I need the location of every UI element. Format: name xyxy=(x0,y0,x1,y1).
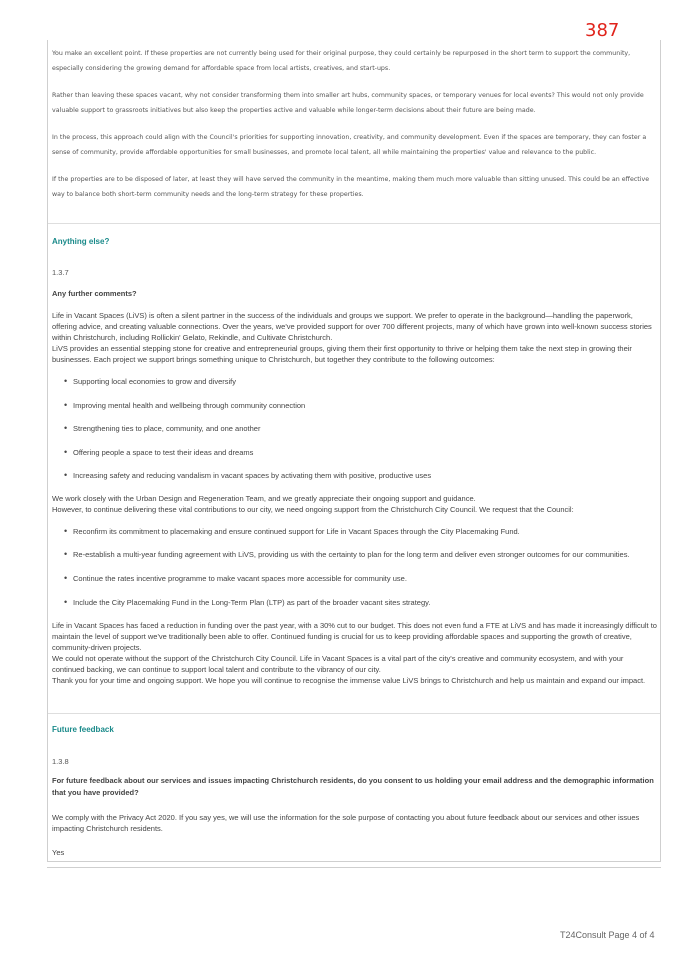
question-number: 1.3.7 xyxy=(52,268,69,277)
section-divider xyxy=(48,223,660,224)
intro-paragraph: In the process, this approach could align with the Council's priorities for supporting innovation, creativity, and community development. Even if the spaces are temporary, they can foster a sense of community, provide affordable opportunities for small businesses, and promote local talent, all while maintaining the properties' value and relevance to the public. xyxy=(52,134,647,156)
outcome-list-item: • Strengthening ties to place, community, and one another xyxy=(73,424,260,433)
question-title: Any further comments? xyxy=(52,289,137,298)
outcome-list-item: • Offering people a space to test their ideas and dreams xyxy=(73,448,253,457)
section-divider xyxy=(48,713,660,714)
comment-paragraph: LiVS provides an essential stepping stone for creative and entrepreneurial groups, giving them their first opportunity to thrive or helping them take the next step in growing their businesses. Each project we support brings something unique to Christchurch, but together they contribute to the following outcomes: xyxy=(52,344,632,364)
page-number: 387 xyxy=(585,20,620,41)
comment-paragraph: Life in Vacant Spaces (LiVS) is often a silent partner in the success of the individuals and groups we support. We prefer to operate in the background—handling the paperwork, offering advice, and creating valuable connections. Over the years, we've provided support for over 700 different projects, many of which have grown into well-known success stories within Christchurch, including Rollickin' Gelato, Rekindle, and Cultivate Christchurch. xyxy=(52,311,652,342)
request-list-item: • Reconfirm its commitment to placemaking and ensure continued support for Life in Vacant Spaces through the City Placemaking Fund. xyxy=(73,527,520,536)
outcome-list-item: • Supporting local economies to grow and diversify xyxy=(73,377,236,386)
intro-paragraph: If the properties are to be disposed of later, at least they will have served the community in the meantime, making them much more valuable than sitting unused. This could be an effective way to balance both short-term community needs and the long-term strategy for these properties. xyxy=(52,176,650,198)
intro-paragraph: Rather than leaving these spaces vacant, why not consider transforming them into smaller art hubs, community spaces, or temporary venues for local events? This would not only provide valuable support to grassroots initiatives but also keep the properties active and valuable while longer-term decisions about their future are being made. xyxy=(52,92,644,114)
question-title: For future feedback about our services and issues impacting Christchurch residents, do you consent to us holding your email address and the demographic information that you have provided? xyxy=(52,776,654,797)
request-list-item: • Include the City Placemaking Fund in the Long-Term Plan (LTP) as part of the broader vacant sites strategy. xyxy=(73,598,430,607)
answer-value: Yes xyxy=(52,848,65,857)
request-list-item: • Re-establish a multi-year funding agreement with LiVS, providing us with the certainty to plan for the long term and deliver even stronger outcomes for our communities. xyxy=(73,550,630,559)
comment-paragraph: However, to continue delivering these vital contributions to our city, we need ongoing support from the Christchurch City Council. We request that the Council: xyxy=(52,505,574,514)
outcome-list-item: • Improving mental health and wellbeing through community connection xyxy=(73,401,305,410)
comment-paragraph: We work closely with the Urban Design and Regeneration Team, and we greatly appreciate their ongoing support and guidance. xyxy=(52,494,476,503)
response-box xyxy=(47,40,661,862)
page-footer: T24Consult Page 4 of 4 xyxy=(560,930,655,940)
comment-paragraph: Life in Vacant Spaces has faced a reduction in funding over the past year, with a 30% cut to our budget. This does not even fund a FTE at LiVS and has made it increasingly difficult to maintain the level of support we've traditionally been able to offer. Continued funding is crucial for us to keep providing affordable spaces and supporting the growth of creative, community-driven projects. xyxy=(52,621,657,652)
request-list-item: • Continue the rates incentive programme to make vacant spaces more accessible for community use. xyxy=(73,574,407,583)
question-number: 1.3.8 xyxy=(52,757,69,766)
box-bottom-divider xyxy=(47,867,661,868)
intro-paragraph: You make an excellent point. If these properties are not currently being used for their original purpose, they could certainly be repurposed in the short term to support the community, especially considering the growing demand for affordable space from local artists, creatives, and start-ups. xyxy=(52,50,631,72)
comment-paragraph: We could not operate without the support of the Christchurch City Council. Life in Vacant Spaces is a vital part of the city's creative and community ecosystem, and with your continued backing, we can continue to support local talent and contribute to the vibrancy of our city. xyxy=(52,654,624,674)
comment-paragraph: Thank you for your time and ongoing support. We hope you will continue to recognise the immense value LiVS brings to Christchurch and help us maintain and expand our impact. xyxy=(52,676,646,685)
intro-section xyxy=(52,46,654,202)
section-heading-future-feedback: Future feedback xyxy=(52,725,114,734)
outcome-list-item: • Increasing safety and reducing vandalism in vacant spaces by activating them with positive, productive uses xyxy=(73,471,431,480)
privacy-statement: We comply with the Privacy Act 2020. If you say yes, we will use the information for the sole purpose of contacting you about future feedback about our services and other issues impacting Christchurch residents. xyxy=(52,813,640,833)
section-heading-anything-else: Anything else? xyxy=(52,237,110,246)
